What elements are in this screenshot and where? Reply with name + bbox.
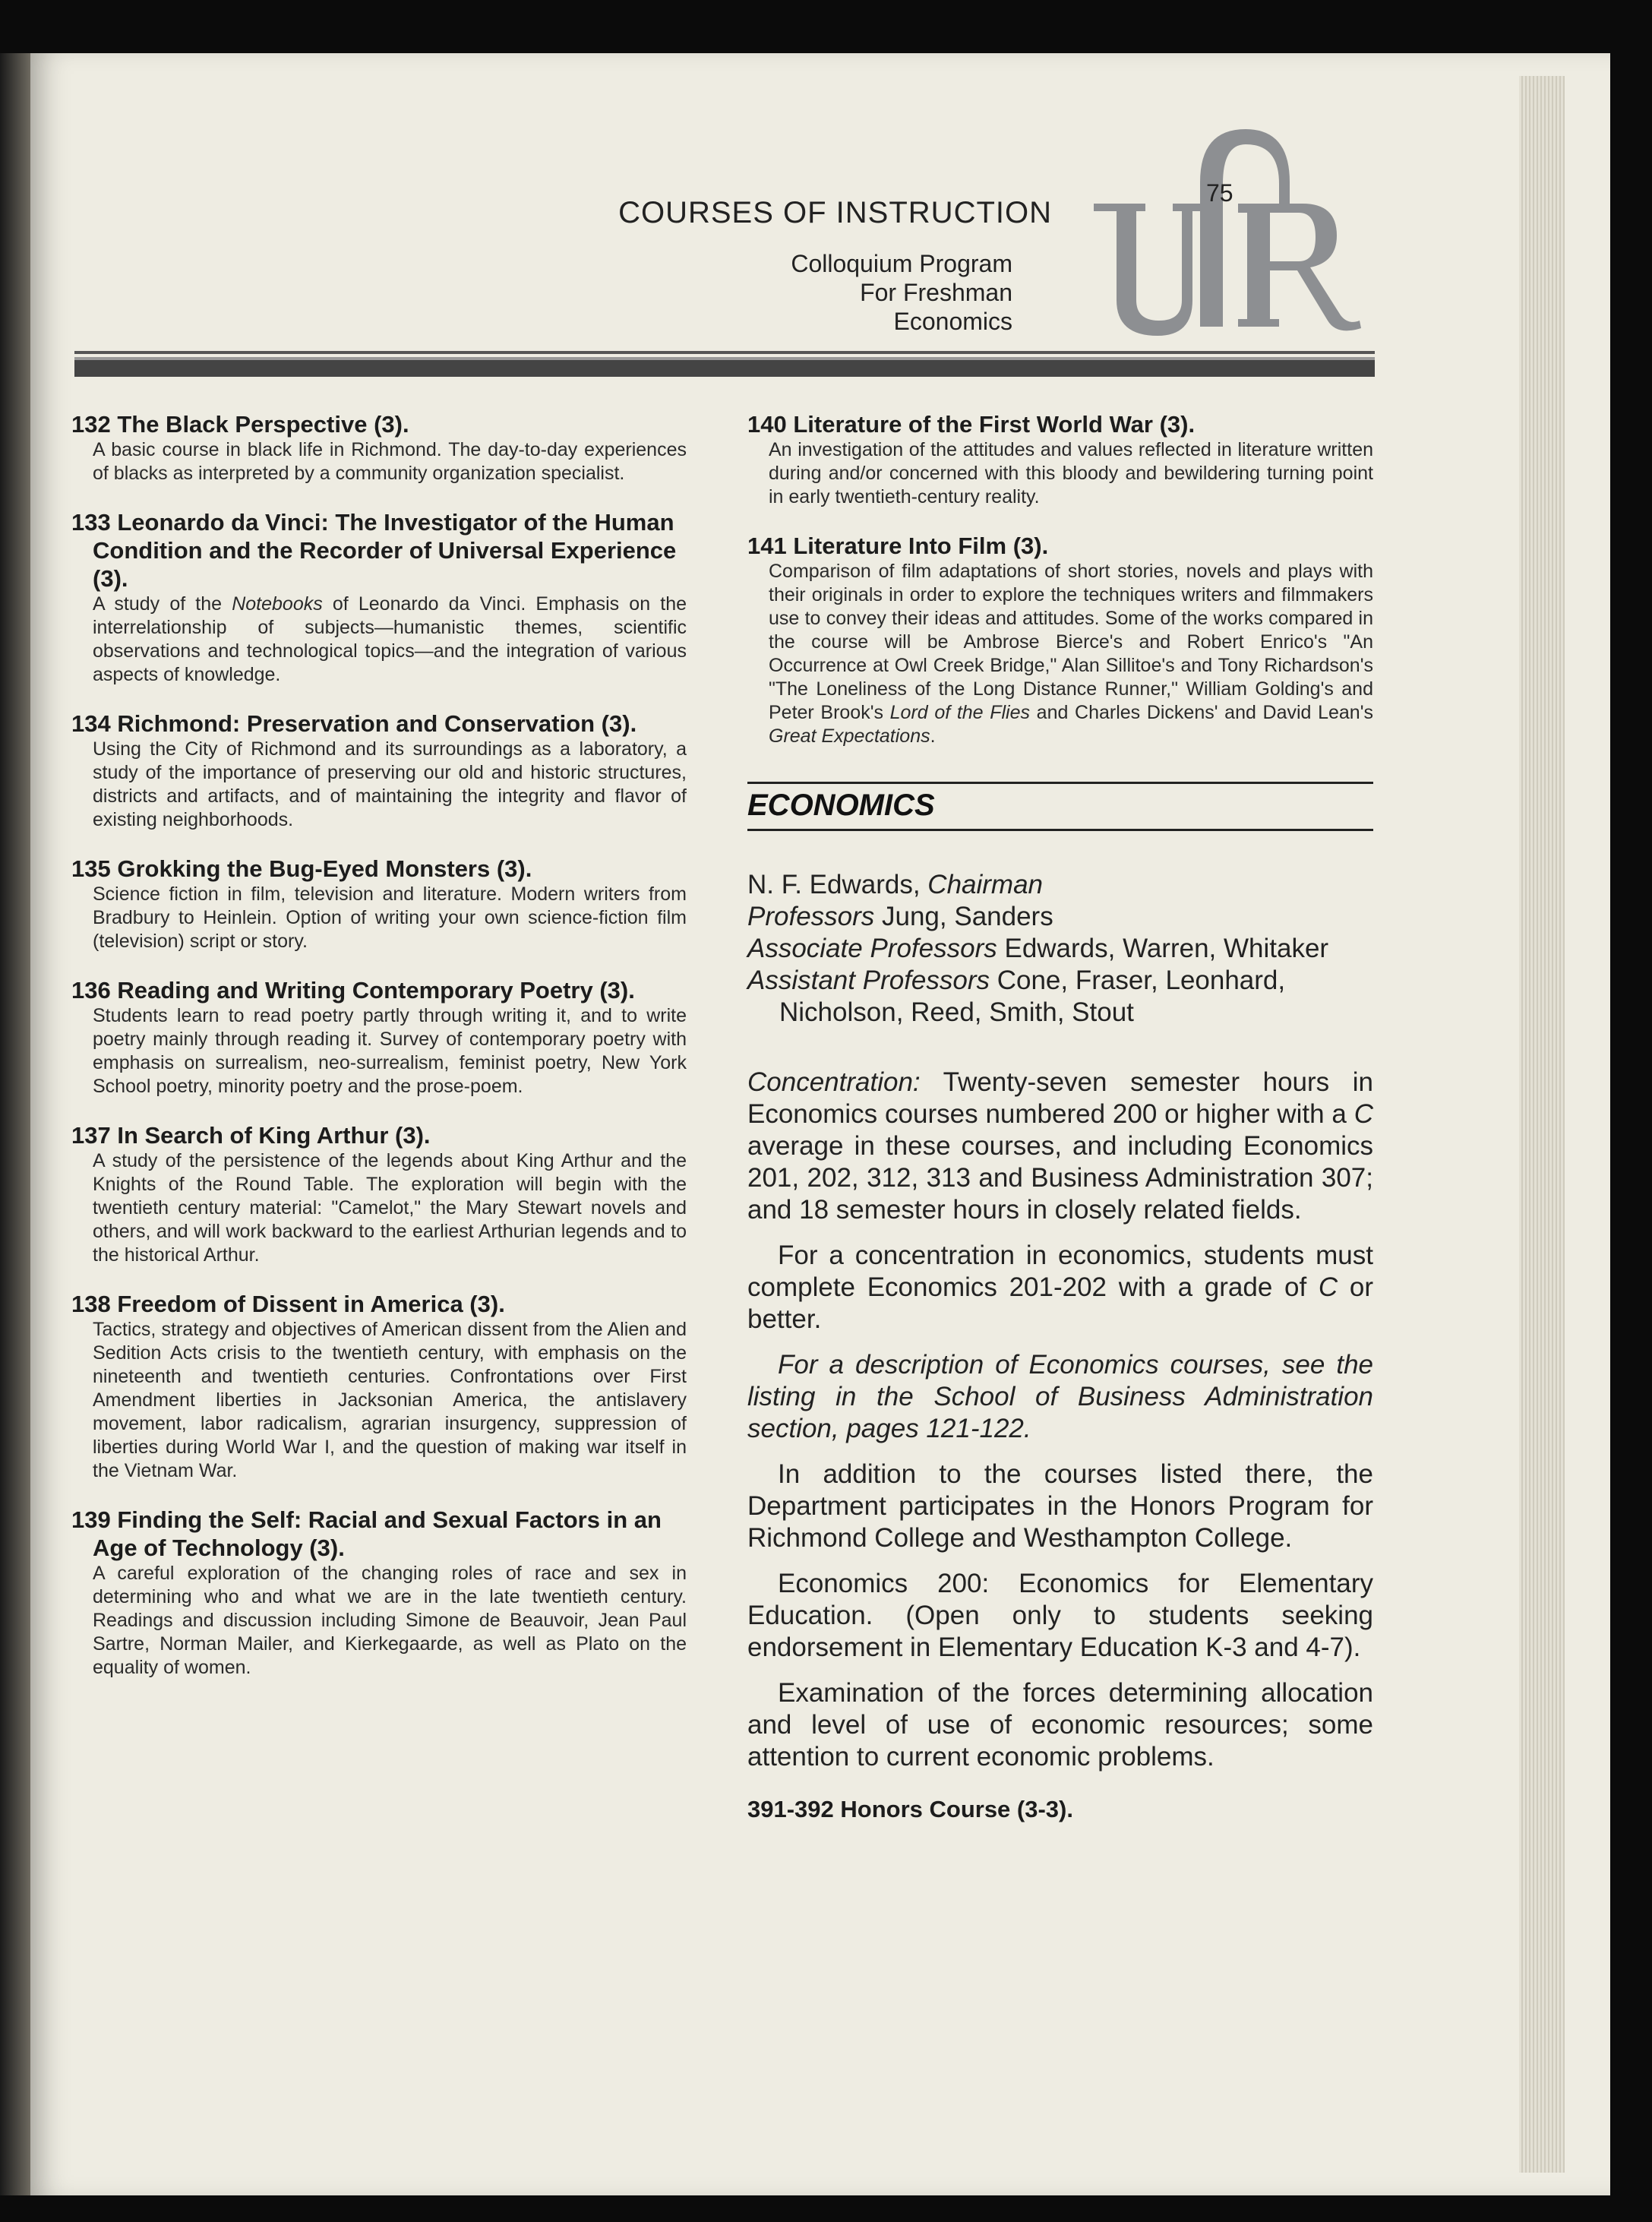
faculty-professors (747, 901, 1373, 933)
course-title: 140 Literature of the First World War (3). (747, 411, 1196, 438)
course-title: 134 Richmond: Preservation and Conservation (3). (71, 710, 637, 737)
course-description: A study of the persistence of the legends about King Arthur and the Knights of the Round Table. The exploration will begin with the twentieth century material: "Camelot," the Mary Stewart novels and others, and will work backward to the earliest Arthurian legends and to the historical Arthur. (93, 1150, 687, 1266)
course-134 (71, 710, 687, 832)
rank-names: Jung, Sanders (874, 902, 1053, 931)
faculty-list (747, 869, 1373, 1029)
desc-italic: Notebooks (232, 593, 323, 615)
course-title: 135 Grokking the Bug-Eyed Monsters (3). (71, 855, 532, 882)
honors-course: 391-392 Honors Course (3-3). (747, 1796, 1073, 1822)
faculty-assistant-cont: Nicholson, Reed, Smith, Stout (779, 997, 1134, 1027)
subtitle-colloquium: Colloquium Program (791, 250, 1012, 277)
rank-names: Cone, Fraser, Leonhard, (990, 966, 1286, 995)
course-139 (71, 1506, 687, 1680)
course-title: 138 Freedom of Dissent in America (3). (71, 1291, 505, 1317)
header-rule (74, 351, 1375, 377)
course-description (747, 560, 1373, 748)
course-description: Tactics, strategy and objectives of American dissent from the Alien and Sedition Acts crisis to the twentieth century, with emphasis on the nineteenth and twentieth centuries. Confrontations over First Amendment liberties in Jacksonian America, the antislavery movement, labor radicalism, agrarian insurgency, suppression of liberties during World War I, and the question of making war itself in the Vietnam War. (93, 1319, 687, 1481)
course-description: Science fiction in film, television and literature. Modern writers from Bradbury to Heinlein. Option of writing your own science-fiction film (television) script or story. (93, 883, 687, 952)
examination-paragraph: Examination of the forces determining allocation and level of use of economic resources; some attention to current economic problems. (747, 1678, 1373, 1772)
para-text: or better. (747, 1272, 1373, 1334)
desc-text: A study of the (93, 593, 232, 615)
course-description: A careful exploration of the changing roles of race and sex in determining who and what we are in the late twentieth century. Readings and discussion including Simone de Beauvoir, Jean Paul Sartre, Norman Mailer, and Kierkegaarde, as well as Plato on the equality of women. (93, 1563, 687, 1678)
desc-italic: Lord of the Flies (889, 702, 1031, 723)
desc-text: Comparison of film adaptations of short stories, novels and plays with their originals in order to explore the techniques writers and filmmakers use to convey their ideas and attitudes. Some of the works compared in the course will be Ambrose Bierce's and Robert Enrico's "An Occurrence at Owl Creek Bridge," Alan Sillitoe's and Tony Richardson's "The Loneliness of the Long Distance Runner," William Golding's and Peter Brook's (769, 561, 1373, 723)
rank-names: Edwards, Warren, Whitaker (997, 934, 1329, 963)
chair-title: Chairman (927, 870, 1044, 899)
course-description: Using the City of Richmond and its surroundings as a laboratory, a study of the importance of preserving our old and historic structures, districts and artifacts, and of maintaining the integrity and flavor of existing neighborhoods. (93, 738, 687, 830)
section-title: ECONOMICS (747, 789, 935, 822)
faculty-associate (747, 933, 1373, 965)
desc-text: and Charles Dickens' and David Lean's (1030, 702, 1373, 723)
rank-title: Associate Professors (747, 934, 997, 963)
course-140 (747, 410, 1373, 509)
subtitle-freshman: For Freshman (860, 279, 1012, 306)
rank-title: Professors (747, 902, 875, 931)
book-spine (0, 53, 30, 2195)
right-column (747, 410, 1373, 1823)
para-text: For a concentration in economics, students must complete Economics 201-202 with a grade of (747, 1241, 1373, 1302)
concentration-paragraph (747, 1067, 1373, 1226)
course-description: An investigation of the attitudes and values reflected in literature written during and/or concerned with this bloody and bewildering turning point in early twentieth-century reality. (769, 439, 1373, 507)
grade-italic: C (1354, 1099, 1373, 1129)
page-edges (1519, 76, 1565, 2173)
course-title: 132 The Black Perspective (3). (71, 411, 409, 438)
course-description (71, 593, 687, 687)
para-text: average in these courses, and including Economics 201, 202, 312, 313 and Business Administration 307; and 18 semester hours in closely related fields. (747, 1131, 1373, 1225)
ur-logo (1086, 122, 1390, 342)
rank-title: Assistant Professors (747, 966, 990, 995)
honors-program-paragraph: In addition to the courses listed there, the Department participates in the Honors Program for Richmond College and Westhampton College. (747, 1459, 1373, 1553)
course-132 (71, 410, 687, 485)
course-description: A basic course in black life in Richmond. The day-to-day experiences of blacks as interpreted by a community organization specialist. (93, 439, 687, 484)
chair-name: N. F. Edwards, (747, 870, 928, 899)
course-title: 137 In Search of King Arthur (3). (71, 1122, 431, 1149)
economics-200-paragraph: Economics 200: Economics for Elementary Education. (Open only to students seeking endorsement in Elementary Education K-3 and 4-7). (747, 1569, 1373, 1662)
course-title: 136 Reading and Writing Contemporary Poetry (3). (71, 977, 635, 1004)
concentration-grade-paragraph (747, 1240, 1373, 1335)
desc-text: . (930, 725, 936, 747)
desc-italic: Great Expectations (769, 725, 930, 747)
course-137 (71, 1121, 687, 1267)
course-136 (71, 976, 687, 1098)
course-title: 133 Leonardo da Vinci: The Investigator of the Human Condition and the Recorder of Universal Experience (3). (71, 509, 677, 592)
faculty-chair (747, 869, 1373, 901)
course-138 (71, 1290, 687, 1483)
course-listing-note: For a description of Economics courses, see the listing in the School of Business Administration section, pages 121-122. (747, 1350, 1373, 1443)
page-header-title: COURSES OF INSTRUCTION (618, 196, 1052, 229)
grade-italic: C (1318, 1272, 1338, 1302)
subtitle-economics: Economics (893, 308, 1012, 335)
course-title: 139 Finding the Self: Racial and Sexual Factors in an Age of Technology (3). (71, 1506, 662, 1561)
course-description: Students learn to read poetry partly through writing it, and to write poetry mainly through reading it. Survey of contemporary poetry with emphasis on surrealism, neo-surrealism, feminist poetry, New York School poetry, minority poetry and the prose-poem. (93, 1005, 687, 1097)
left-column (71, 410, 687, 1702)
desc-text: of Leonardo da Vinci. Emphasis on the interrelationship of subjects—humanistic themes, scientific observations and technological topics—and the integration of various aspects of knowledge. (93, 593, 687, 685)
page-number: 75 (1206, 179, 1233, 207)
concentration-label: Concentration: (747, 1067, 921, 1097)
course-141 (747, 532, 1373, 748)
para-text: Twenty-seven semester hours in Economics courses numbered 200 or higher with a (747, 1067, 1373, 1129)
economics-heading (747, 782, 1373, 831)
faculty-assistant (747, 965, 1373, 997)
course-133 (71, 508, 687, 687)
page-header-subtitles (791, 249, 1012, 336)
course-135 (71, 855, 687, 953)
course-title: 141 Literature Into Film (3). (747, 533, 1049, 559)
